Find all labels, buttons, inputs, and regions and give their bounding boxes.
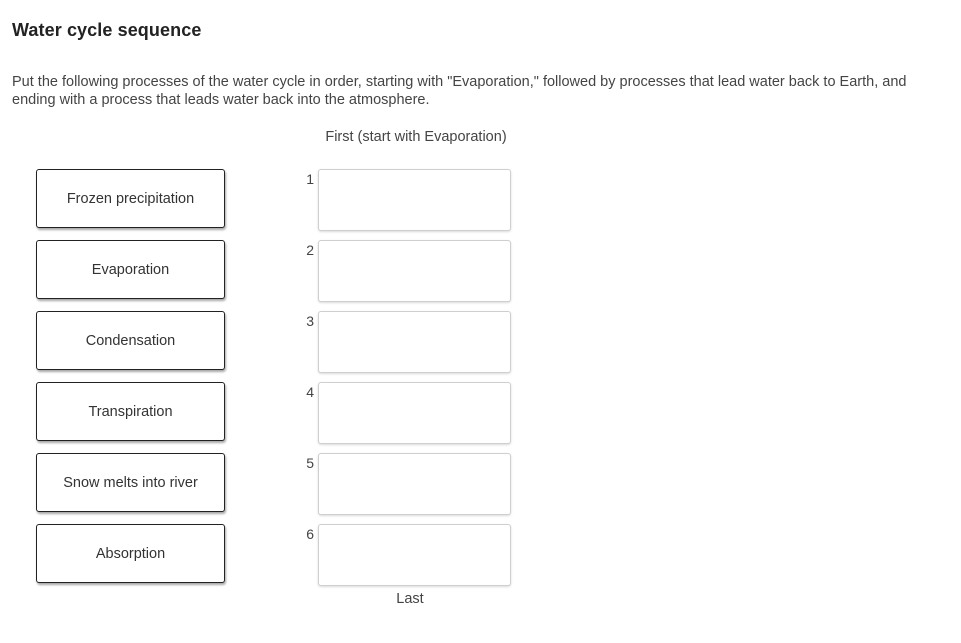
drop-slot[interactable]	[318, 453, 511, 515]
slot-number: 2	[306, 242, 314, 258]
draggable-items-list	[36, 169, 225, 595]
draggable-item[interactable]: Frozen precipitation	[36, 169, 225, 228]
draggable-item[interactable]: Snow melts into river	[36, 453, 225, 512]
slot-number: 4	[306, 384, 314, 400]
slot-number: 5	[306, 455, 314, 471]
drop-slot[interactable]	[318, 524, 511, 586]
draggable-item[interactable]: Absorption	[36, 524, 225, 583]
slot-number: 3	[306, 313, 314, 329]
draggable-item[interactable]: Evaporation	[36, 240, 225, 299]
drop-slot[interactable]	[318, 382, 511, 444]
first-label: First (start with Evaporation)	[325, 129, 507, 145]
question-instructions: Put the following processes of the water cycle in order, starting with "Evaporation," followed by processes that lead water back to Earth, and ending with a process that leads water back into the atmosphere.	[12, 74, 907, 108]
slot-number: 6	[306, 526, 314, 542]
drop-slot[interactable]	[318, 240, 511, 302]
question-title: Water cycle sequence	[12, 20, 202, 40]
drop-slot[interactable]	[318, 311, 511, 373]
drop-slot[interactable]	[318, 169, 511, 231]
draggable-item[interactable]: Transpiration	[36, 382, 225, 441]
slot-number: 1	[306, 171, 314, 187]
draggable-item[interactable]: Condensation	[36, 311, 225, 370]
last-label: Last	[396, 591, 424, 607]
